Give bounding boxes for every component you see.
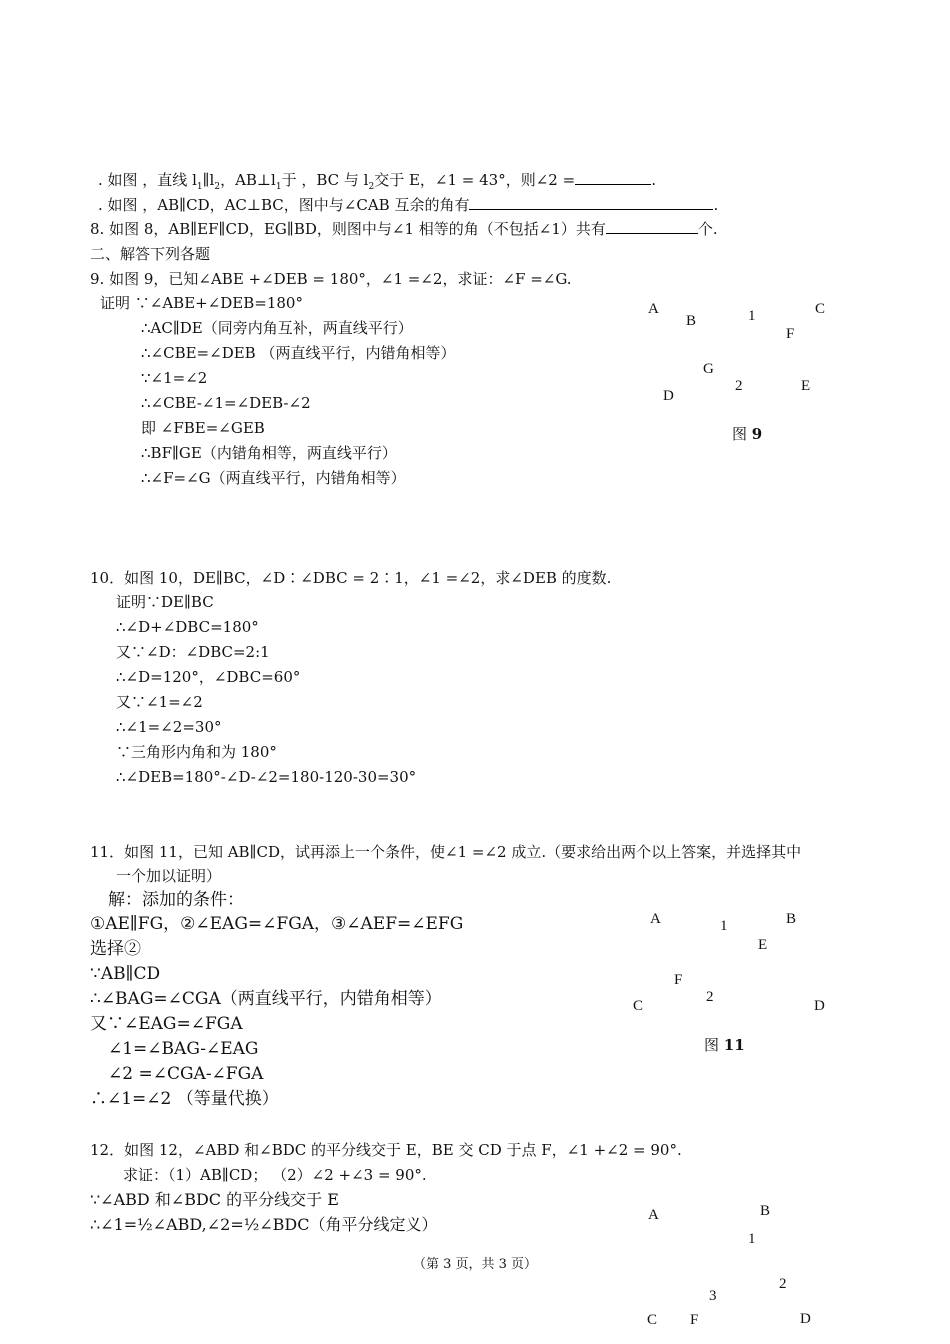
figure-label: 2 [735,378,743,394]
figure-label: 2 [779,1276,787,1292]
proof-line: 即 ∠FBE=∠GEB [141,419,265,437]
figure-label: F [786,326,795,342]
figure-label: E [801,378,811,394]
solution-line: ∠1=∠BAG-∠EAG [108,1039,259,1059]
proof-line: ∴∠D=120°，∠DBC=60° [116,668,301,686]
figure-label: D [663,388,674,404]
solution-line: ∴∠1=∠2 （等量代换） [90,1089,279,1109]
proof-line: ∴∠D+∠DBC=180° [116,618,259,636]
answer-blank-q8[interactable] [606,219,698,234]
proof-line: ∴∠1=∠2=30° [116,718,222,736]
figure-label: 2 [706,989,714,1005]
figure-label: D [800,1311,811,1327]
proof-line: 证明 ∵∠ABE+∠DEB=180° [100,294,303,312]
solution-line: ∠2 =∠CGA-∠FGA [108,1064,264,1084]
solution-line: ∴∠BAG=∠CGA（两直线平行，内错角相等） [90,989,442,1009]
figure-label: 3 [709,1288,717,1304]
answer-blank-q7[interactable] [469,195,713,210]
proof-line: 证明∵DE∥BC [116,593,214,611]
figure-label: 1 [748,308,756,324]
figure-label: A [648,301,659,317]
figure-label: 1 [748,1231,756,1247]
figure-label: B [686,313,697,329]
question-10-stem: 10．如图 10，DE∥BC，∠D∶∠DBC = 2∶1，∠1 =∠2，求∠DEB 的度数. [90,569,612,587]
proof-line: ∴∠DEB=180°-∠D-∠2=180-120-30=30° [116,768,417,786]
question-7: . 如图 ，AB∥CD，AC⊥BC，图中与∠CAB 互余的角有 . [98,196,719,214]
figure-label: D [814,998,825,1014]
solution-line: 选择② [90,939,141,959]
section-heading: 二、解答下列各题 [90,245,211,263]
solution-line: ①AE∥FG，②∠EAG=∠FGA，③∠AEF=∠EFG [90,914,464,934]
question-8: 8. 如图 8，AB∥EF∥CD，EG∥BD，则图中与∠1 相等的角（不包括∠1）共有 个. [90,220,718,238]
answer-blank-q6[interactable] [575,170,651,185]
proof-line: ∵∠1=∠2 [141,369,208,387]
question-11-stem: 11．如图 11，已知 AB∥CD，试再添上一个条件，使∠1 =∠2 成立.（要求给出两个以上答案，并选择其中 [90,843,802,861]
proof-line: ∵∠ABD 和∠BDC 的平分线交于 E [90,1190,339,1209]
proof-line: 又∵∠1=∠2 [116,693,203,711]
proof-line: ∴∠1=½∠ABD,∠2=½∠BDC（角平分线定义） [90,1215,438,1234]
figure-label: A [650,911,661,927]
proof-line: ∴∠F=∠G（两直线平行，内错角相等） [141,469,406,487]
figure-label: B [786,911,797,927]
figure-label: F [674,972,683,988]
question-9-stem: 9. 如图 9，已知∠ABE +∠DEB = 180°，∠1 =∠2，求证：∠F =∠G. [90,270,572,288]
solution-line: ∵AB∥CD [90,964,161,984]
question-6: . 如图 ，直线 $l_1\parallel l_2$，$AB\perp l_1$于 ，BC 与 $l_2$交于 E，∠1 = 43°，则∠2 = . [98,171,656,192]
question-11-stem-cont: 一个加以证明） [116,867,222,885]
proof-line: ∴AC∥DE（同旁内角互补，两直线平行） [141,319,413,337]
figure-label: E [758,937,768,953]
proof-line: ∴∠CBE=∠DEB （两直线平行，内错角相等） [141,344,456,362]
figure-label: 1 [720,918,728,934]
figure-label: B [760,1203,771,1219]
figure-label: F [690,1312,699,1328]
solution-line: 解：添加的条件： [108,890,244,910]
figure-label: C [647,1312,658,1328]
figure-label: C [815,301,826,317]
figure-label: C [633,998,644,1014]
solution-line: 又∵∠EAG=∠FGA [90,1014,243,1034]
question-12-prove: 求证：（1）AB∥CD； （2）∠2 +∠3 = 90°. [123,1166,427,1184]
figure-label: G [703,361,714,377]
proof-line: 又∵∠D：∠DBC=2:1 [116,643,270,661]
proof-line: ∴BF∥GE（内错角相等，两直线平行） [141,444,397,462]
proof-line: ∴∠CBE-∠1=∠DEB-∠2 [141,394,311,412]
figure-9-caption: 图 9 [732,425,763,443]
proof-line: ∵三角形内角和为 180° [116,743,277,761]
figure-11-caption: 图 11 [704,1036,745,1054]
question-12-stem: 12．如图 12，∠ABD 和∠BDC 的平分线交于 E，BE 交 CD 于点 F，∠1 +∠2 = 90°. [90,1141,682,1159]
page-footer: （第 3 页，共 3 页） [412,1257,538,1272]
figure-label: A [648,1207,659,1223]
